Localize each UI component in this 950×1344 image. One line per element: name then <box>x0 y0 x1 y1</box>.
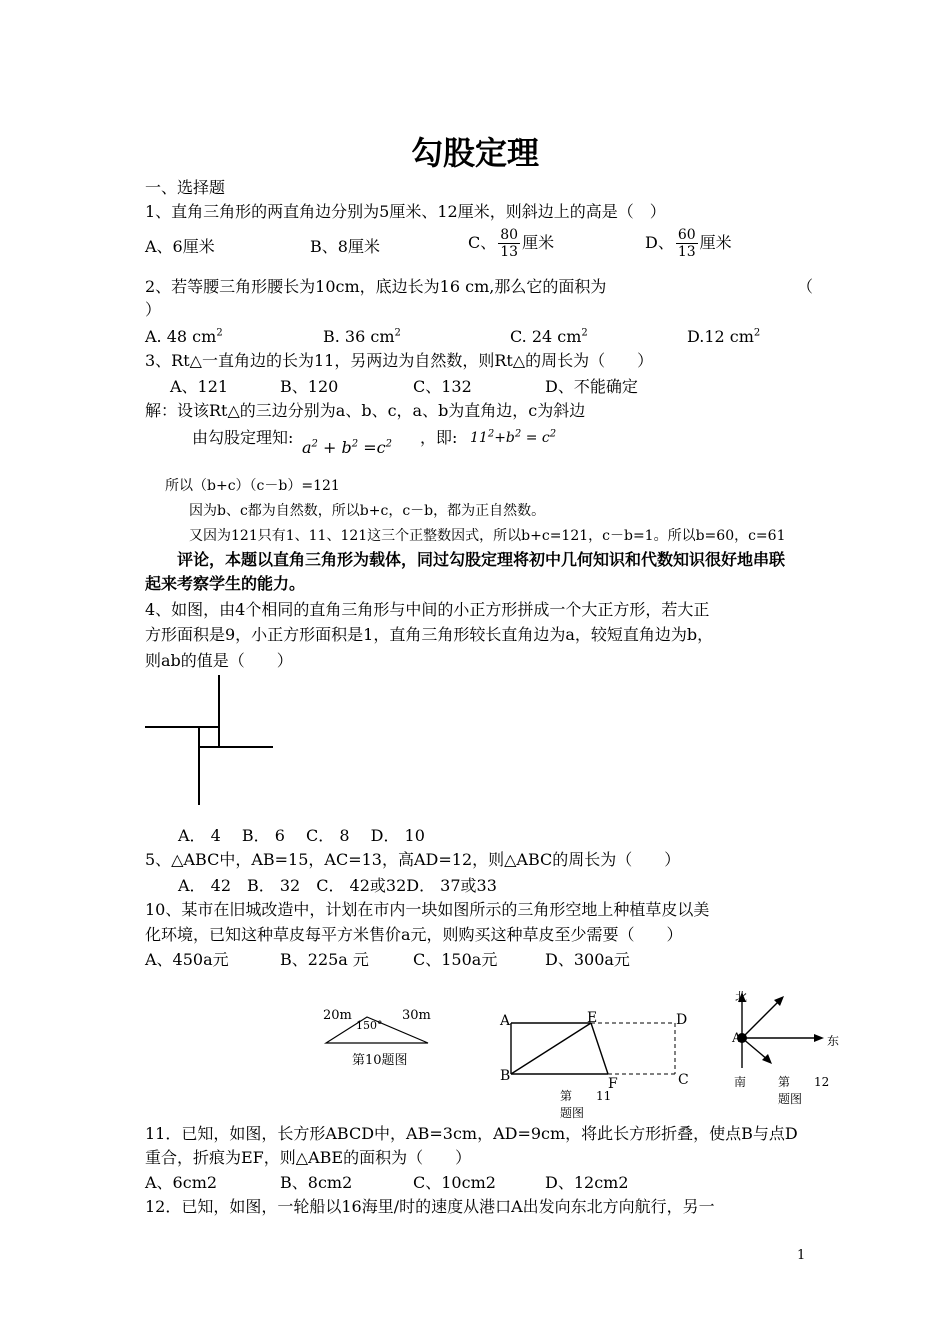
option-d: D、 $\frac{60}{13}$ 厘米 <box>645 227 732 260</box>
question-11-line-2: 重合，折痕为EF，则△ABE的面积为（ ） <box>145 1148 472 1167</box>
fig12-north: 北 <box>735 990 748 1004</box>
solution-line-4: 因为b、c都为自然数，所以b+c，c－b，都为正自然数。 <box>189 503 546 519</box>
section-heading: 一、选择题 <box>145 178 226 197</box>
question-10-line-2: 化环境，已知这种草皮每平方米售价a元，则购买这种草皮至少需要（ ） <box>145 925 683 944</box>
question-4-line-2: 方形面积是9，小正方形面积是1，直角三角形较长直角边为a，较短直角边为b， <box>145 625 714 644</box>
solution-line-2: 由勾股定理知: $a^2 + b^2 =c^2$ ，即: $11^2+b^2 = c^2$ <box>192 428 557 457</box>
figure-4-square-diagram <box>140 670 280 810</box>
question-5: 5、△ABC中，AB=15，AC=13，高AD=12，则△ABC的周长为（ ） <box>145 850 681 869</box>
option-c: C、 $\frac{80}{13}$ 厘米 <box>468 227 555 260</box>
option-b: B、225a 元 <box>280 950 369 969</box>
option-b: B、120 <box>280 377 339 396</box>
fig11-label-c: C <box>678 1072 689 1088</box>
fig12-caption-1: 第 12 <box>778 1075 830 1089</box>
solution-line-1: 解：设该Rt△的三边分别为a、b、c，a、b为直角边，c为斜边 <box>145 401 586 420</box>
formula-substituted: $11^2+b^2 = c^2$ <box>470 428 557 446</box>
fig11-caption-1: 第 11 <box>560 1089 612 1103</box>
question-5-options: A． 42 B． 32 C． 42或32D． 37或33 <box>178 876 497 895</box>
fig11-label-f: F <box>608 1076 618 1092</box>
fig10-right-length: 30m <box>402 1008 431 1023</box>
fig11-label-e: E <box>587 1010 598 1026</box>
question-1: 1、直角三角形的两直角边分别为5厘米、12厘米，则斜边上的高是（ ） <box>145 202 666 221</box>
fig11-label-b: B <box>500 1068 511 1084</box>
question-4-line-1: 4、如图，由4个相同的直角三角形与中间的小正方形拼成一个大正方形，若大正 <box>145 600 710 619</box>
fig12-label-a: A <box>732 1031 742 1046</box>
option-c: C、150a元 <box>413 950 498 969</box>
option-d: D、12cm2 <box>545 1173 629 1192</box>
option-c: C. 24 $cm^2$ <box>510 327 588 346</box>
question-2-paren-close: ） <box>145 300 162 319</box>
page-number: 1 <box>797 1248 806 1263</box>
fig11-label-a: A <box>500 1013 511 1029</box>
fig11-label-d: D <box>676 1012 688 1028</box>
comment-line-2: 起来考察学生的能力。 <box>145 574 306 593</box>
option-a: A、6cm2 <box>145 1173 218 1192</box>
question-3: 3、Rt△一直角边的长为11，另两边为自然数，则Rt△的周长为（ ） <box>145 351 654 370</box>
option-d: D.12 $cm^2$ <box>687 327 761 346</box>
solution-line-3: 所以（b+c）（c－b）=121 <box>165 478 340 494</box>
fig12-east: 东 <box>827 1034 840 1048</box>
comment-line-1: 评论，本题以直角三角形为载体，同过勾股定理将初中几何知识和代数知识很好地串联 <box>177 550 786 569</box>
fig10-caption: 第10题图 <box>352 1053 408 1068</box>
question-11-line-1: 11．已知，如图，长方形ABCD中，AB=3cm，AD=9cm，将此长方形折叠，使点B与点D <box>145 1124 798 1143</box>
option-a: A、450a元 <box>145 950 229 969</box>
question-4-line-3: 则ab的值是（ ） <box>145 651 293 670</box>
fig10-left-length: 20m <box>323 1008 352 1023</box>
crease-ef <box>591 1023 608 1074</box>
option-b: B、8cm2 <box>280 1173 353 1192</box>
option-a: A. 48 $cm^2$ <box>145 327 223 346</box>
fig11-caption-2: 题图 <box>560 1106 585 1120</box>
question-10-line-1: 10、某市在旧城改造中，计划在市内一块如图所示的三角形空地上种植草皮以美 <box>145 900 710 919</box>
southeast-route <box>742 1038 768 1060</box>
fig12-caption-2: 题图 <box>778 1092 803 1106</box>
fig12-south: 南 <box>734 1075 747 1089</box>
option-c: C、132 <box>413 377 472 396</box>
option-a: A、121 <box>170 377 229 396</box>
option-c: C、10cm2 <box>413 1173 496 1192</box>
question-12-line-1: 12．已知，如图，一轮船以16海里/时的速度从港口A出发向东北方向航行，另一 <box>145 1197 715 1216</box>
option-d: D、300a元 <box>545 950 630 969</box>
question-4-options: A． 4 B． 6 C． 8 D． 10 <box>178 826 425 845</box>
formula-pythagoras: $a^2 + b^2 =c^2$ <box>302 438 392 457</box>
northeast-route <box>742 1000 780 1038</box>
fig10-angle: 150° <box>356 1019 383 1032</box>
fold-line-be <box>511 1023 591 1074</box>
option-a: A、6厘米 <box>145 237 215 256</box>
question-2-paren-open: （ <box>797 277 814 296</box>
solution-line-5: 又因为121只有1、11、121这三个正整数因式，所以b+c=121，c－b=1。所以b=60，c=61 <box>189 528 786 544</box>
option-d: D、不能确定 <box>545 377 638 396</box>
question-2: 2、若等腰三角形腰长为10cm，底边长为16 cm,那么它的面积为 <box>145 277 607 296</box>
option-b: B. 36 $cm^2$ <box>323 327 401 346</box>
option-b: B、8厘米 <box>310 237 380 256</box>
page-title: 勾股定理 <box>410 134 539 172</box>
